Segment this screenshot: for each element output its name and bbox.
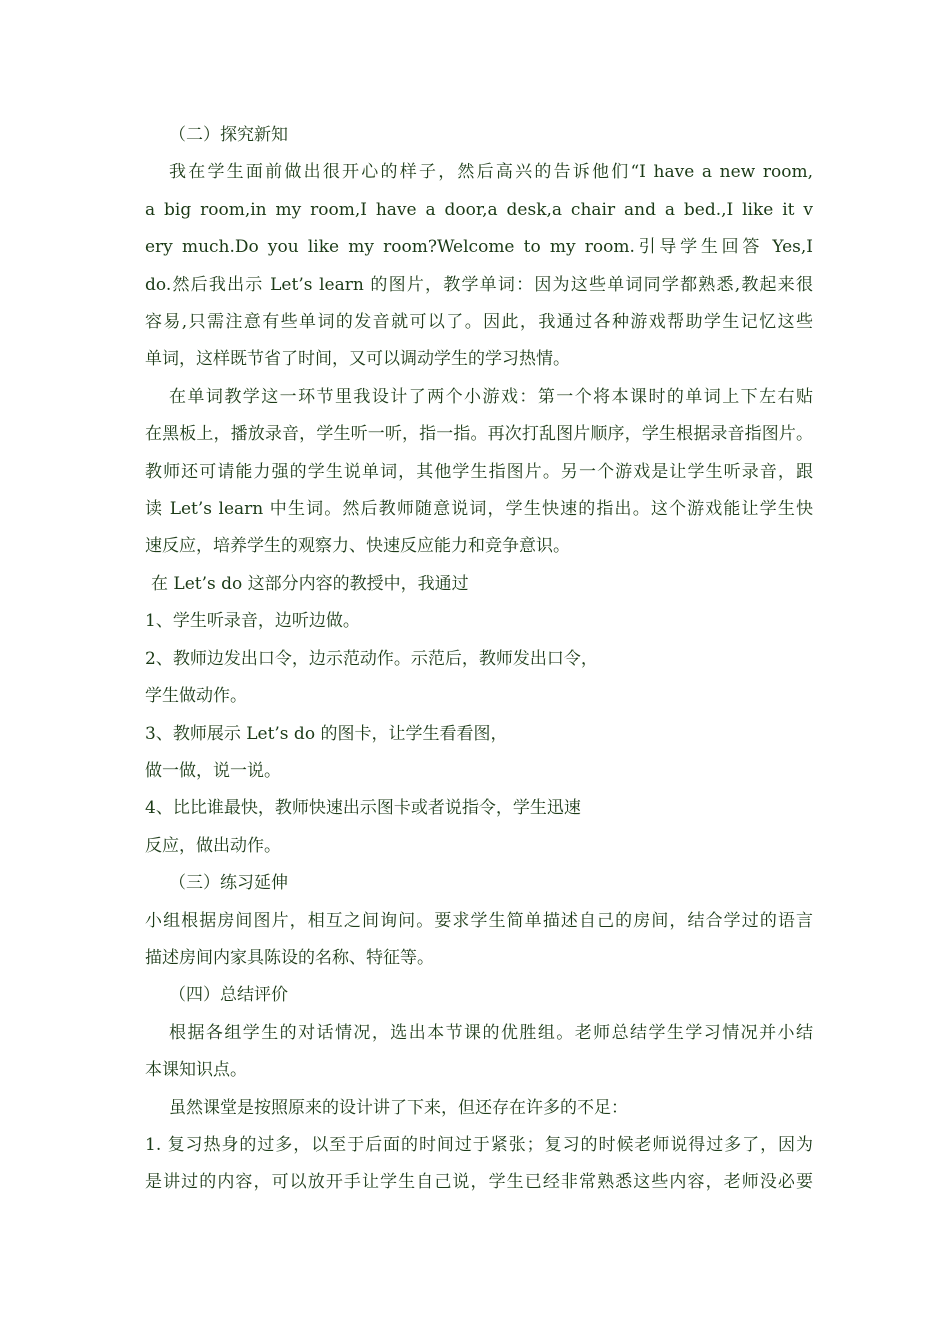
paragraph-line: 本课知识点。 (145, 1060, 247, 1081)
list-item-1 (145, 603, 813, 640)
paragraph-line: ery much.Do you like my room?Welcome to my room.引导学生回答 Yes,I (145, 237, 813, 258)
paragraph-line: 容易,只需注意有些单词的发音就可以了。因此，我通过各种游戏帮助学生记忆这些 (145, 312, 813, 333)
paragraph-word-games (145, 379, 813, 566)
paragraph-lets-do (145, 566, 813, 603)
list-item-text: 4、比比谁最快，教师快速出示图卡或者说指令，学生迅速 (145, 798, 581, 819)
paragraph-line: do.然后我出示 Let’s learn 的图片，教学单词：因为这些单词同学都熟悉,教起来很 (145, 274, 813, 295)
document-page (145, 117, 813, 1202)
paragraph-line: 根据各组学生的对话情况，选出本节课的优胜组。老师总结学生学习情况并小结 (169, 1022, 813, 1043)
paragraph-line: 1. 复习热身的过多，以至于后面的时间过于紧张；复习的时候老师说得过多了，因为 (145, 1134, 813, 1155)
paragraph-line: 虽然课堂是按照原来的设计讲了下来，但还存在许多的不足： (169, 1097, 628, 1118)
paragraph-line: 我在学生面前做出很开心的样子，然后高兴的告诉他们“I have a new room, (169, 162, 813, 183)
paragraph-line: 是讲过的内容，可以放开手让学生自己说，学生已经非常熟悉这些内容，老师没必要 (145, 1172, 813, 1193)
paragraph-line: a big room,in my room,I have a door,a desk,a chair and a bed.,I like it v (145, 199, 813, 220)
list-item-text: 反应，做出动作。 (145, 835, 281, 856)
paragraph-intro (145, 154, 813, 378)
paragraph-line: 单词，这样既节省了时间，又可以调动学生的学习热情。 (145, 349, 570, 370)
paragraph-line: 教师还可请能力强的学生说单词，其他学生指图片。另一个游戏是让学生听录音，跟 (145, 461, 813, 482)
paragraph-line: 速反应，培养学生的观察力、快速反应能力和竞争意识。 (145, 536, 570, 557)
list-item-text: 2、教师边发出口令，边示范动作。示范后，教师发出口令， (145, 648, 598, 669)
list-item-3 (145, 716, 813, 791)
list-item-4 (145, 790, 813, 865)
paragraph-summary (145, 1015, 813, 1090)
list-item-text: 3、教师展示 Let’s do 的图卡，让学生看看图， (145, 723, 508, 744)
paragraph-line: 在单词教学这一环节里我设计了两个小游戏：第一个将本课时的单词上下左右贴 (169, 386, 813, 407)
heading-text: （二）探究新知 (169, 125, 288, 145)
heading-text: （三）练习延伸 (169, 873, 288, 894)
list-item-text: 做一做，说一说。 (145, 760, 281, 781)
paragraph-line: 描述房间内家具陈设的名称、特征等。 (145, 947, 434, 968)
paragraph-line: 读 Let’s learn 中生词。然后教师随意说词，学生快速的指出。这个游戏能让学生快 (145, 499, 813, 520)
paragraph-line: 小组根据房间图片，相互之间询问。要求学生简单描述自己的房间，结合学过的语言 (145, 910, 813, 931)
paragraph-practice (145, 903, 813, 978)
section-heading-practice (145, 865, 813, 902)
paragraph-line: 在黑板上，播放录音，学生听一听，指一指。再次打乱图片顺序，学生根据录音指图片。 (145, 424, 813, 445)
heading-text: （四）总结评价 (169, 985, 288, 1006)
paragraph-line: 在 Let’s do 这部分内容的教授中，我通过 (151, 573, 469, 594)
list-item-text: 学生做动作。 (145, 686, 247, 707)
paragraph-shortcomings-intro (145, 1090, 813, 1127)
list-item-2 (145, 641, 813, 716)
section-heading-explore (145, 117, 813, 154)
paragraph-shortcoming-1 (145, 1127, 813, 1202)
list-item-text: 1、学生听录音，边听边做。 (145, 611, 360, 632)
section-heading-summary (145, 977, 813, 1014)
